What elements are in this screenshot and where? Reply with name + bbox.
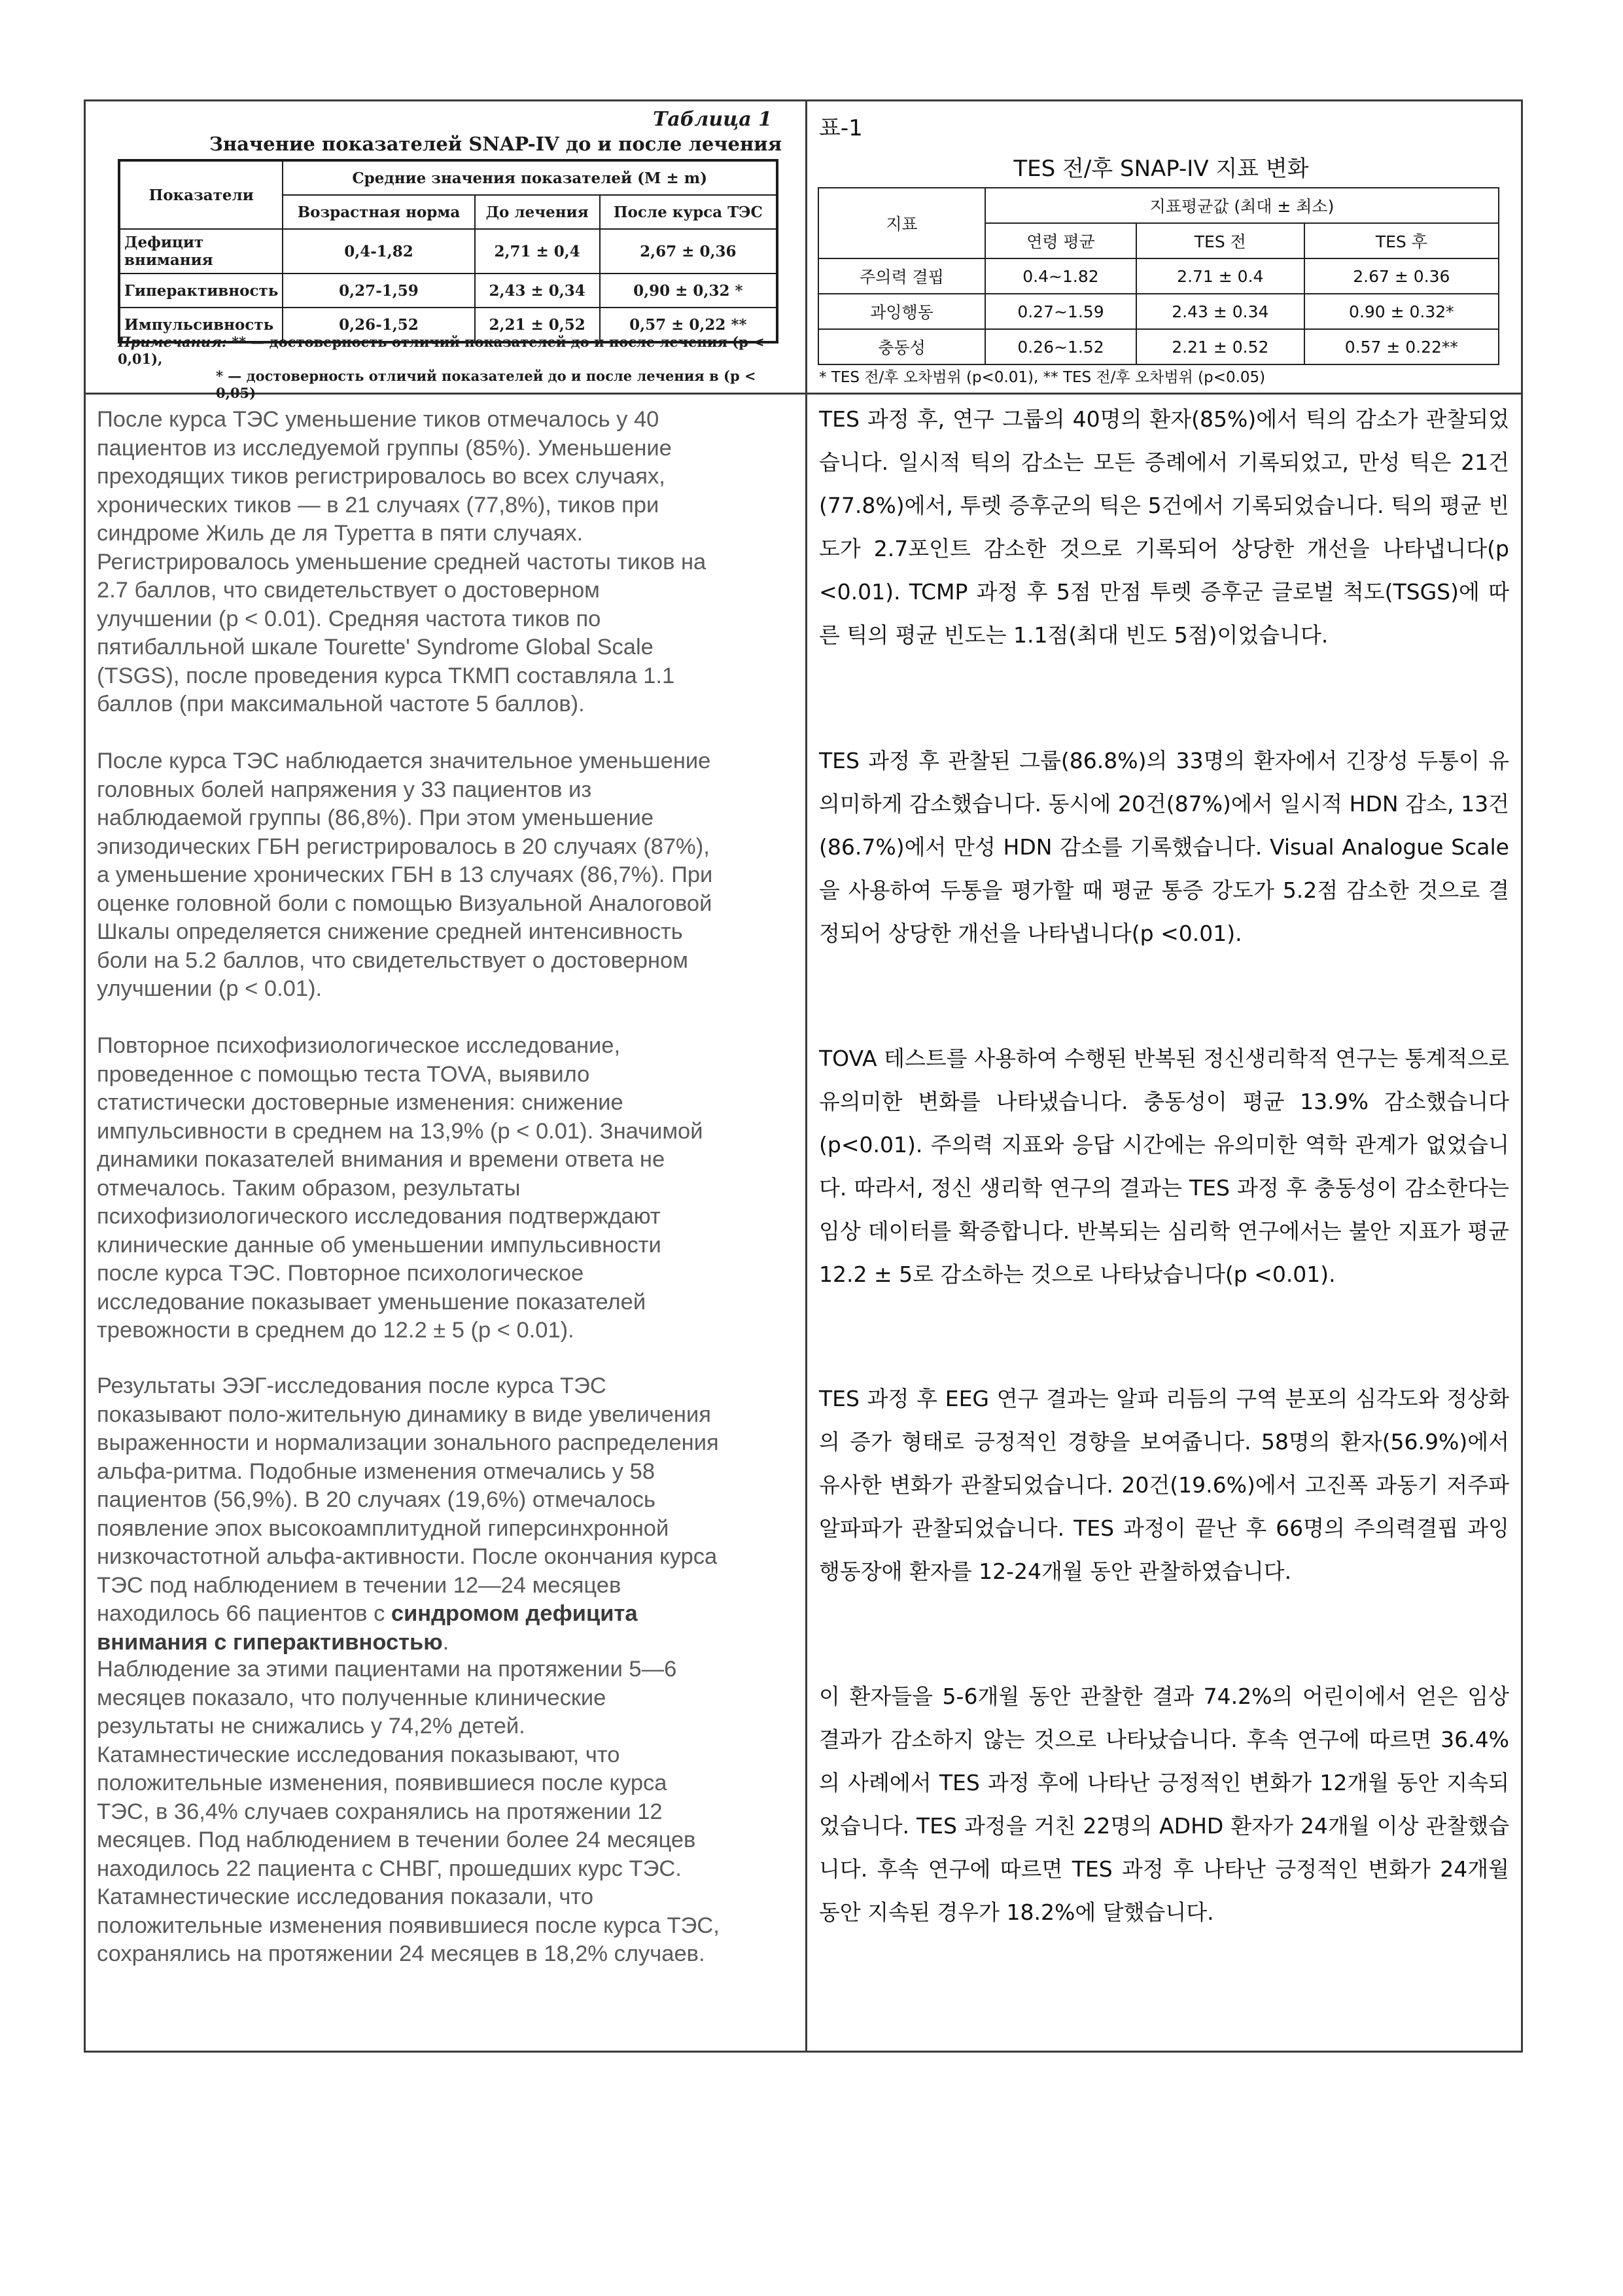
text-line: ТЭС, в 36,4% случаев сохранялись на протяжении 12 <box>97 1799 663 1824</box>
text-line <box>97 1629 794 1657</box>
text-fragment: находилось 66 пациентов с <box>97 1601 391 1626</box>
ru-row-after: 2,67 ± 0,36 <box>600 229 777 274</box>
text-line: статистически достоверные изменения: снижение <box>97 1090 623 1115</box>
ru-row-norm: 0,26-1,52 <box>283 308 474 342</box>
ru-paragraph-3 <box>97 1032 794 1345</box>
ko-table-block <box>818 105 1511 393</box>
ko-row-name: 주의력 결핍 <box>818 258 985 294</box>
ko-row-after: 2.67 ± 0.36 <box>1304 258 1499 294</box>
text-line: Наблюдение за этими пациентами на протяжении 5—6 <box>97 1657 677 1682</box>
text-line: ТЭС под наблюдением в течении 12—24 месяцев <box>97 1572 621 1598</box>
text-line: пациентов (56,9%). В 20 случаях (19,6%) отмечалось <box>97 1487 655 1512</box>
text-line: Катамнестические исследования показывают, что <box>97 1742 620 1767</box>
ru-row-before: 2,71 ± 0,4 <box>475 229 600 274</box>
ko-paragraph-3: TOVA 테스트를 사용하여 수행된 반복된 정신생리학적 연구는 통계적으로 유의미한 변화를 나타냈습니다. 충동성이 평균 13.9% 감소했습니다(p<0.01). 주의력 지표와 응답 시간에는 유의미한 역학 관계가 없었습니다. 따라서, 정신 생리학 연구의 결과는 TES 과정 후 충동성이 감소한다는 임상 데이터를 확증합니다. 반복되는 심리학 연구에서는 불안 지표가 평균 12.2 ± 5로 감소하는 것으로 나타났습니다(p <0.01). <box>819 1046 1509 1287</box>
ko-table-label: 표-1 <box>819 115 863 141</box>
ru-row-norm: 0,4-1,82 <box>283 229 474 274</box>
text-line: улучшении (p < 0.01). <box>97 976 323 1001</box>
ko-table-header-indicator: 지표 <box>818 188 985 258</box>
table-row <box>818 258 1499 294</box>
text-line: исследование показывает уменьшение показателей <box>97 1289 646 1315</box>
ko-row-before: 2.21 ± 0.52 <box>1136 329 1304 364</box>
ru-paragraph-1 <box>97 406 794 719</box>
table-row <box>818 294 1499 329</box>
table-row <box>119 274 777 308</box>
text-line: хронических тиков — в 21 случаях (77,8%), тиков при <box>97 492 659 518</box>
ko-row-before: 2.43 ± 0.34 <box>1136 294 1304 329</box>
ru-row-after: 0,57 ± 0,22 ** <box>600 308 777 342</box>
text-fragment: . <box>442 1629 449 1655</box>
text-line: Результаты ЭЭГ-исследования после курса ТЭС <box>97 1373 606 1398</box>
ru-row-before: 2,21 ± 0,52 <box>475 308 600 342</box>
ru-table-title: Значение показателей SNAP-IV до и после лечения <box>209 133 782 155</box>
ru-row-before: 2,43 ± 0,34 <box>475 274 600 308</box>
text-line: проведенное с помощью теста TOVA, выявило <box>97 1061 590 1087</box>
text-line: синдроме Жиль де ля Туретта в пяти случаях. <box>97 521 584 546</box>
text-line <box>97 1600 794 1629</box>
text-line: низкочастотной альфа-активности. После окончания курса <box>97 1544 718 1569</box>
text-line: После курса ТЭС уменьшение тиков отмечалось у 40 <box>97 407 659 432</box>
ko-table-header-group: 지표평균값 (최대 ± 최소) <box>985 188 1499 223</box>
text-line: результаты не снижались у 74,2% детей. <box>97 1714 525 1739</box>
text-line: баллов (при максимальной частоте 5 баллов). <box>97 692 585 716</box>
ru-row-name: Гиперактивность <box>119 274 283 308</box>
text-line: отмечалось. Таким образом, результаты <box>97 1175 521 1201</box>
ko-row-after: 0.90 ± 0.32* <box>1304 294 1499 329</box>
text-line: наблюдаемой группы (86,8%). При этом уменьшение <box>97 805 654 830</box>
table-row <box>818 329 1499 364</box>
text-line: положительные изменения, появившиеся после курса <box>97 1771 667 1795</box>
ru-table-col-norm: Возрастная норма <box>283 195 474 229</box>
text-line: преходящих тиков регистрировалось во всех случаях, <box>97 464 665 489</box>
text-line: пятибалльной шкале Tourette' Syndrome Global Scale <box>97 635 654 660</box>
ru-note-line2: * — достоверность отличий показателей до и после лечения в (p < 0,05) <box>216 368 756 401</box>
ko-row-name: 과잉행동 <box>818 294 985 329</box>
ru-table-block <box>111 108 785 401</box>
text-line: Регистрировалось уменьшение средней частоты тиков на <box>97 549 707 574</box>
ko-row-norm: 0.4~1.82 <box>985 258 1136 294</box>
ru-table-note <box>118 334 785 402</box>
text-line: альфа-ритма. Подобные изменения отмечались у 58 <box>97 1458 655 1484</box>
text-line: пациентов из исследуемой группы (85%). Уменьшение <box>97 435 672 461</box>
ko-paragraph-2: TES 과정 후 관찰된 그룹(86.8%)의 33명의 환자에서 긴장성 두통이 유의미하게 감소했습니다. 동시에 20건(87%)에서 일시적 HDN 감소, 13건(86.7%)에서 만성 HDN 감소를 기록했습니다. Visual Analogue Scale을 사용하여 두통을 평가할 때 평균 통증 강도가 5.2점 감소한 것으로 결정되어 상당한 개선을 나타냅니다(p <0.01). <box>819 748 1509 946</box>
ru-paragraph-5 <box>97 1655 794 1969</box>
text-line: эпизодических ГБН регистрировалось в 20 случаях (87%), <box>97 834 710 859</box>
text-line: (TSGS), после проведения курса ТКМП составляла 1.1 <box>97 663 675 688</box>
text-line: Шкалы определяется снижение средней интенсивность <box>97 919 683 944</box>
ko-row-after: 0.57 ± 0.22** <box>1304 329 1499 364</box>
ko-table-col-after: TES 후 <box>1304 223 1499 258</box>
ru-row-after: 0,90 ± 0,32 * <box>600 274 777 308</box>
ko-table-col-before: TES 전 <box>1136 223 1304 258</box>
ru-table-col-before: До лечения <box>475 195 600 229</box>
text-line: после курса ТЭС. Повторное психологическое <box>97 1261 584 1286</box>
ko-row-norm: 0.27~1.59 <box>985 294 1136 329</box>
ru-paragraph-4 <box>97 1372 794 1657</box>
text-line: 2.7 баллов, что свидетельствует о достоверном <box>97 578 600 603</box>
text-line: психофизиологического исследования подтверждают <box>97 1204 661 1229</box>
text-line: а уменьшение хронических ГБН в 13 случаях (86,7%). При <box>97 862 713 887</box>
text-line: показывают поло-жительную динамику в виде увеличения <box>97 1402 711 1427</box>
text-line: Катамнестические исследования показали, что <box>97 1884 593 1909</box>
ko-table-title: TES 전/후 SNAP-IV 지표 변화 <box>1013 156 1309 182</box>
text-line: появление эпох высокоамплитудной гиперсинхронной <box>97 1515 669 1541</box>
ko-paragraph-5: 이 환자들을 5-6개월 동안 관찰한 결과 74.2%의 어린이에서 얻은 임상 결과가 감소하지 않는 것으로 나타났습니다. 후속 연구에 따르면 36.4%의 사례에서 TES 과정 후에 나타난 긍정적인 변화가 12개월 동안 지속되었습니다. TES 과정을 거친 22명의 ADHD 환자가 24개월 이상 관찰했습니다. 후속 연구에 따르면 TES 과정 후 나타난 긍정적인 변화가 24개월 동안 지속된 경우가 18.2%에 달했습니다. <box>819 1684 1509 1925</box>
ru-note-label: Примечания: <box>118 334 227 350</box>
text-line: сохранялись на протяжении 24 месяцев в 18,2% случаев. <box>97 1941 705 1966</box>
text-line: выраженности и нормализации зонального распределения <box>97 1430 719 1455</box>
text-line: боли на 5.2 баллов, что свидетельствует о достоверном <box>97 947 688 973</box>
ru-table-header-group: Средние значения показателей (M ± m) <box>283 160 777 195</box>
text-line: тревожности в среднем до 12.2 ± 5 (p < 0.01). <box>97 1318 574 1343</box>
ko-paragraph-4: TES 과정 후 EEG 연구 결과는 알파 리듬의 구역 분포의 심각도와 정상화의 증가 형태로 긍정적인 경향을 보여줍니다. 58명의 환자(56.9%)에서 유사한 변화가 관찰되었습니다. 20건(19.6%)에서 고진폭 과동기 저주파 알파파가 관찰되었습니다. TES 과정이 끝난 후 66명의 주의력결핍 과잉행동장애 환자를 12-24개월 동안 관찰하였습니다. <box>819 1386 1509 1584</box>
ru-row-name: Дефицит внимания <box>119 229 283 274</box>
text-line: месяцев. Под наблюдением в течении более 24 месяцев <box>97 1828 696 1852</box>
text-line: клинические данные об уменьшении импульсивности <box>97 1232 661 1258</box>
text-line: оценке головной боли с помощью Визуальной Аналоговой <box>97 891 712 916</box>
ru-paragraph-2 <box>97 747 794 1004</box>
bold-fragment: внимания с гиперактивностью <box>97 1629 443 1655</box>
bold-fragment: синдромом дефицита <box>391 1601 638 1626</box>
table-row <box>119 229 777 274</box>
text-line: головных болей напряжения у 33 пациентов из <box>97 777 592 802</box>
ko-paragraph-1: TES 과정 후, 연구 그룹의 40명의 환자(85%)에서 틱의 감소가 관찰되었습니다. 일시적 틱의 감소는 모든 증례에서 기록되었고, 만성 틱은 21건(77.8%)에서, 투렛 증후군의 틱은 5건에서 기록되었습니다. 틱의 평균 빈도가 2.7포인트 감소한 것으로 기록되어 상당한 개선을 나타냅니다(p <0.01). TCMP 과정 후 5점 만점 투렛 증후군 글로벌 척도(TSGS)에 따른 틱의 평균 빈도는 1.1점(최대 빈도 5점)이었습니다. <box>819 406 1509 648</box>
ru-row-name: Импульсивность <box>119 308 283 342</box>
ru-table-label: Таблица 1 <box>652 108 772 131</box>
ru-table-col-after: После курса ТЭС <box>600 195 777 229</box>
ko-row-before: 2.71 ± 0.4 <box>1136 258 1304 294</box>
text-line: месяцев показало, что полученные клинические <box>97 1685 606 1710</box>
ko-table <box>818 187 1499 365</box>
ko-table-col-norm: 연령 평균 <box>985 223 1136 258</box>
ru-table-header-indicator: Показатели <box>119 160 283 229</box>
ko-row-norm: 0.26~1.52 <box>985 329 1136 364</box>
text-line: положительные изменения появившиеся после курса ТЭС, <box>97 1913 720 1938</box>
ru-row-norm: 0,27-1,59 <box>283 274 474 308</box>
ru-note-line1: ** — достоверность отличий показателей до и после лечения (p < 0,01), <box>118 334 765 367</box>
text-line: импульсивности в среднем на 13,9% (p < 0.01). Значимой <box>97 1118 703 1144</box>
ru-table <box>118 159 778 344</box>
ko-table-note: * TES 전/후 오차범위 (p<0.01), ** TES 전/후 오차범위 (p<0.05) <box>819 369 1266 386</box>
ko-row-name: 충동성 <box>818 329 985 364</box>
text-line: Повторное психофизиологическое исследование, <box>97 1033 621 1058</box>
text-line: После курса ТЭС наблюдается значительное уменьшение <box>97 749 711 773</box>
text-line: находилось 22 пациента с СНВГ, прошедших курс ТЭС. <box>97 1856 682 1881</box>
text-line: улучшении (p < 0.01). Средняя частота тиков по <box>97 606 601 631</box>
text-line: динамики показателей внимания и времени ответа не <box>97 1147 665 1172</box>
